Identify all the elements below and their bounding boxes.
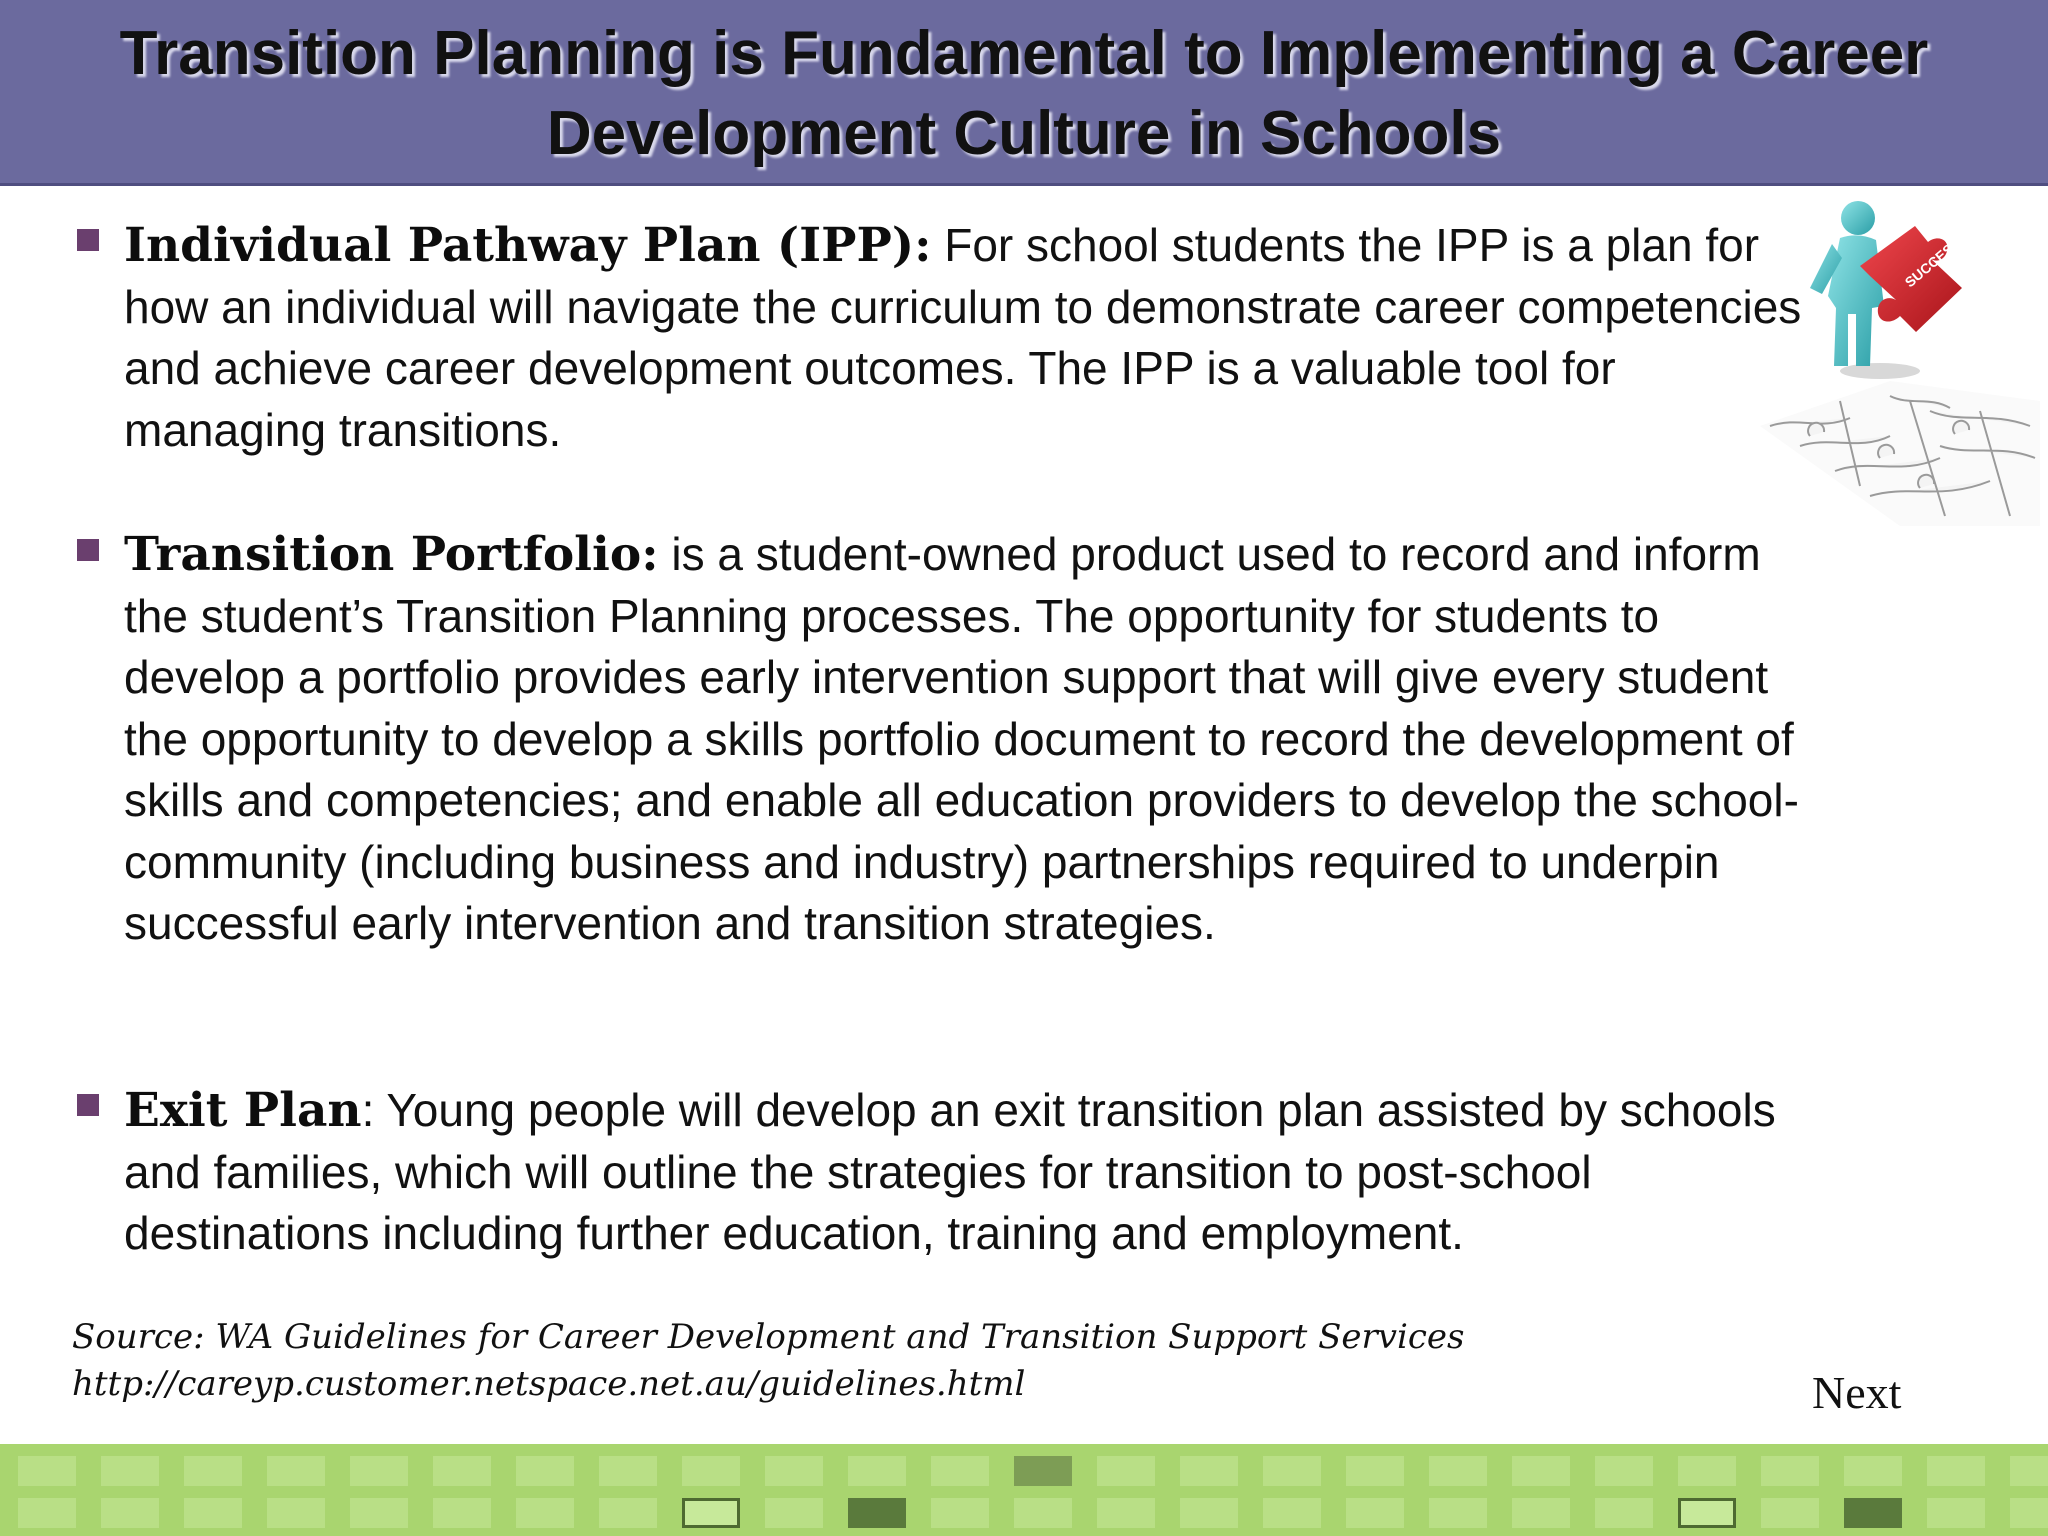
person-figure [1810, 201, 1884, 366]
footer-tile [1678, 1456, 1736, 1486]
footer-tile [599, 1456, 657, 1486]
footer-tile [682, 1456, 740, 1486]
bullet-marker [77, 1094, 99, 1116]
footer-tile [101, 1498, 159, 1528]
footer-tile [516, 1456, 574, 1486]
title-line-1: Transition Planning is Fundamental to Implementing a Career [119, 19, 1929, 88]
footer-tile [2010, 1498, 2048, 1528]
footer-tile [848, 1498, 906, 1528]
footer-tile [267, 1498, 325, 1528]
footer-tile [1429, 1498, 1487, 1528]
footer-tile [1844, 1456, 1902, 1486]
bullet-text-exit-plan: : Young people will develop an exit transition plan assisted by schools and families, which will outline the strategies for transition to post-school destinations including further education, training and employment. [124, 1084, 1776, 1259]
footer-tile [1595, 1498, 1653, 1528]
success-puzzle-image [1740, 196, 2040, 536]
footer-tile [350, 1498, 408, 1528]
footer-tile [350, 1456, 408, 1486]
source-citation [72, 1314, 1464, 1408]
footer-tile [1014, 1456, 1072, 1486]
bullet-marker [77, 229, 99, 251]
bullet-term-transition-portfolio: Transition Portfolio: [124, 527, 659, 582]
footer-tile [1180, 1456, 1238, 1486]
footer-tile [2010, 1456, 2048, 1486]
bullet-marker [77, 539, 99, 561]
bullet-transition-portfolio [124, 524, 1804, 955]
footer-tile [1761, 1456, 1819, 1486]
footer-tile [18, 1456, 76, 1486]
source-url: http://careyp.customer.netspace.net.au/guidelines.html [72, 1364, 1026, 1404]
slide-title [0, 14, 2048, 174]
footer-tile [1761, 1498, 1819, 1528]
success-badge-text: SUCCESS [1901, 234, 1964, 291]
footer-tile [1512, 1456, 1570, 1486]
puzzle-floor [1760, 381, 2040, 526]
footer-tile [1927, 1456, 1985, 1486]
footer-tile [433, 1498, 491, 1528]
footer-tile [1927, 1498, 1985, 1528]
figure-shadow [1840, 363, 1920, 379]
bullet-term-exit-plan: Exit Plan [124, 1083, 362, 1138]
footer-tile [1346, 1456, 1404, 1486]
footer-tile [184, 1498, 242, 1528]
footer-tile [765, 1498, 823, 1528]
title-line-2: Development Culture in Schools [546, 99, 1502, 168]
bullet-text-transition-portfolio: is a student-owned product used to record and inform the student’s Transition Planning processes. The opportunity for students to develop a portfolio provides early intervention support that will give every student the opportunity to develop a skills portfolio document to record the development of skills and competencies; and enable all education providers to develop the school-community (including business and industry) partnerships required to underpin successful early intervention and transition strategies. [124, 528, 1799, 949]
footer-tile [1595, 1456, 1653, 1486]
footer-tile [516, 1498, 574, 1528]
footer-tile [267, 1456, 325, 1486]
footer-tile [765, 1456, 823, 1486]
footer-tile [1180, 1498, 1238, 1528]
footer-tile [682, 1498, 740, 1528]
bullet-text-ipp: For school students the IPP is a plan for how an individual will navigate the curriculum to demonstrate career competencies and achieve career development outcomes. The IPP is a valuable tool for managing transitions. [124, 219, 1802, 456]
footer-tile [1263, 1498, 1321, 1528]
footer-tile [931, 1456, 989, 1486]
source-title: Source: WA Guidelines for Career Development and Transition Support Services [72, 1317, 1465, 1357]
footer-tile [18, 1498, 76, 1528]
footer-tile [1263, 1456, 1321, 1486]
footer-tile [1097, 1456, 1155, 1486]
footer-tile [1014, 1498, 1072, 1528]
footer-tile [599, 1498, 657, 1528]
footer-tile [1512, 1498, 1570, 1528]
bullet-term-ipp: Individual Pathway Plan (IPP): [124, 218, 932, 273]
footer-tile-band [0, 1444, 2048, 1536]
title-banner [0, 0, 2048, 186]
footer-tile [931, 1498, 989, 1528]
footer-tile [1844, 1498, 1902, 1528]
footer-tile [184, 1456, 242, 1486]
footer-tile [433, 1456, 491, 1486]
next-link[interactable]: Next [1812, 1367, 1902, 1418]
footer-tile [1097, 1498, 1155, 1528]
bullet-ipp [124, 215, 1804, 461]
footer-tile [1429, 1456, 1487, 1486]
bullet-exit-plan [124, 1080, 1804, 1265]
footer-tile [848, 1456, 906, 1486]
footer-tile [1678, 1498, 1736, 1528]
footer-tile [1346, 1498, 1404, 1528]
footer-tile [101, 1456, 159, 1486]
